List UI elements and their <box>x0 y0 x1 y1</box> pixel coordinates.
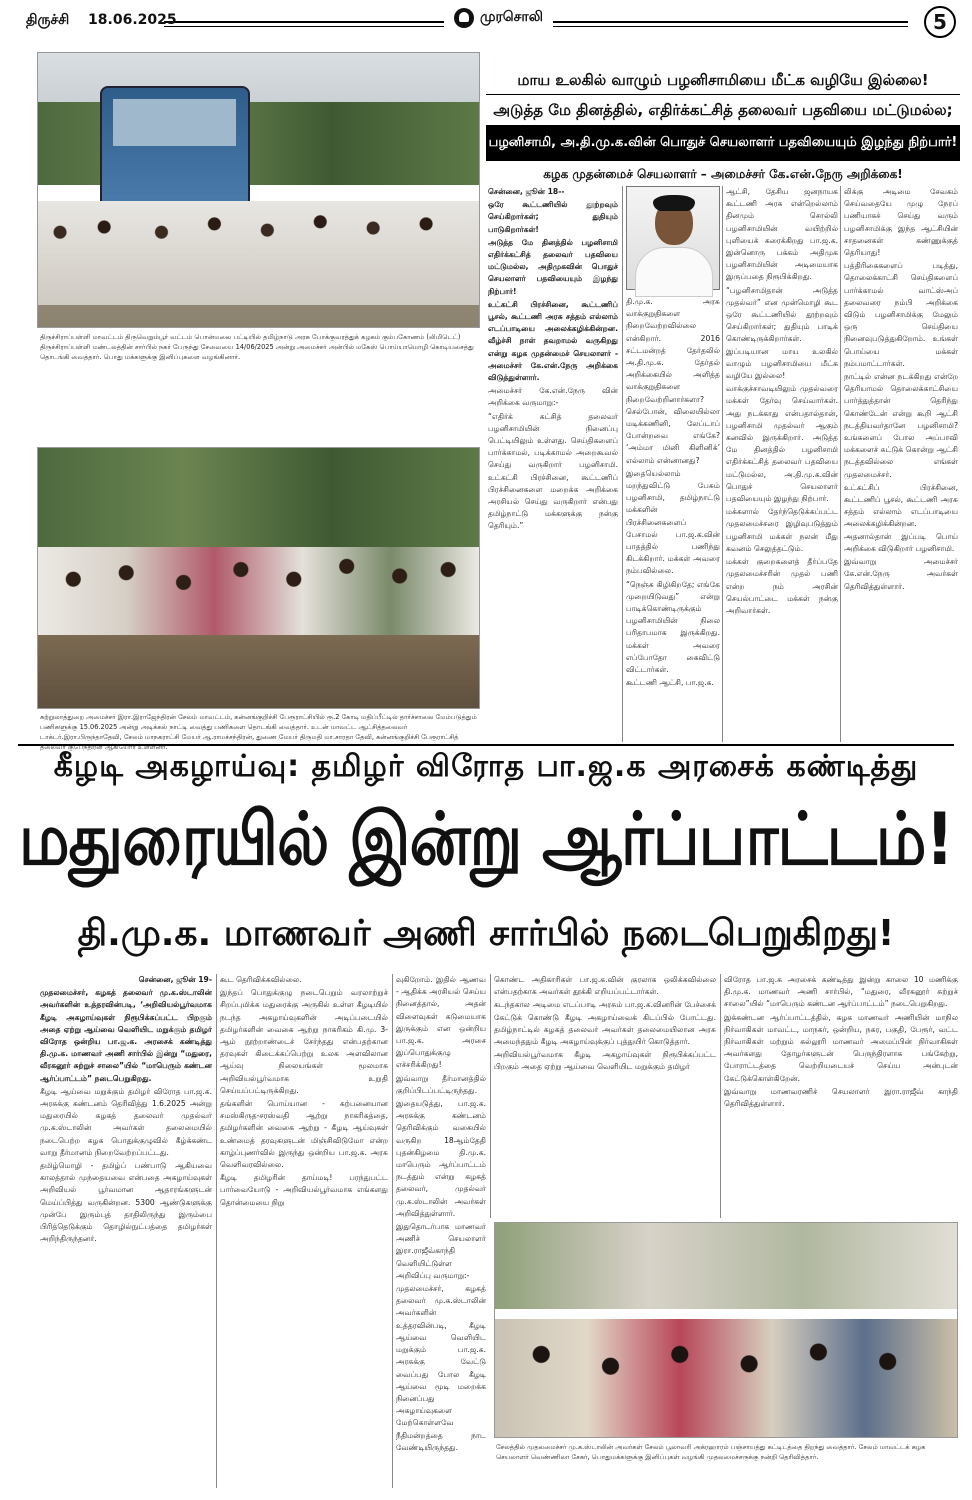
column-rule <box>720 974 721 1218</box>
students-photo <box>494 1222 958 1438</box>
story1-column-2 <box>626 296 720 742</box>
story1-column-4 <box>844 186 958 742</box>
story2-paragraph: கீழடி ஆய்வை மறுக்கும் தமிழர் விரோத பா.ஜ.க. அரசுக்கு கண்டனம் தெரிவித்து 1.6.2025 அன்று மதுரையில் கழகத் தலைவர் முதல்வர் மு.க.ஸ்டாலின் அவர்கள் தலைமையில் நடைபெற்ற கழக பொதுக்குழுவில் கீழ்க்கண்ட வாறு தீர்மானம் நிறைவேற்றப்பட்டது. <box>40 1086 212 1157</box>
story2-paragraph: இதையடுத்து, பா.ஜ.க. அரசுக்கு கண்டனம் தெரிவிக்கும் வகையில் வருகிற 18ஆம்தேதி புதன்கிழமை தி.மு.க. மாபெரும் ஆர்ப்பாட்டம் நடத்தும் என்று கழகத் தலைவர், முதல்வர் மு.க.ஸ்டாலின் அவர்கள் அறிவித்துள்ளார். <box>396 1099 486 1218</box>
issue-date: 18.06.2025 <box>88 12 177 28</box>
story2-kicker: கீழடி அகழாய்வு: தமிழர் விரோத பா.ஜ.க அரசைக் கண்டித்து <box>53 749 919 784</box>
story2-paragraph: இவ்வாறு மாணவரணிச் செயலாளர் இரா.ராஜீவ் காந்தி தெரிவித்துள்ளார். <box>724 1086 958 1109</box>
column-rule <box>392 974 393 1488</box>
story2-column-3 <box>396 974 486 1488</box>
column-rule <box>216 974 217 1488</box>
dateline: சென்னை, ஜூன் 18-- <box>488 187 565 196</box>
masthead-title <box>444 8 553 28</box>
story1-paragraph: லிக்கு அடிமை சேவகம் செய்வதையே முழு நேரப் பணியாகச் செய்து வரும் பழனிசாமிக்கு இந்த ஆட்சியின் சாதனைகள் கண்ணுக்குத் தெரியாது! <box>844 187 958 258</box>
paper-name: முரசொலி <box>480 9 543 25</box>
story2-paragraph: கொண்ட அதிகாரிகள் பா.ஜ.க.வின் குரலாக ஒலிக்கவில்லை என்பதற்காக அவர்கள் தூக்கி எறியப்பட்டார்கள். <box>494 975 716 997</box>
kicker-rule <box>486 94 960 95</box>
story1-paragraph: ஆட்சி, தேசிய ஜனநாயக கூட்டணி அரசு என்றெல்லாம் தினமும் சொல்லி பழனிசாமியின் வயிற்றில் புளியைக் கரைக்கிறது பா.ஜ.க. இன்னொரு பக்கம் அதிமுக பழனிசாமியின் அடிமையாக இருப்பதை நிரூபிக்கிறது. <box>726 187 838 282</box>
story2-paragraph: முதலமைச்சர், கழகத் தலைவர் மு.க.ஸ்டாலின் அவர்களின் உத்தரவின்படி, ‘அறிவியல்பூர்வமாக கீழடி அகழாய்வுகள் நிரூபிக்கப்பட்ட பிறகும் அதை ஏற்று ஆய்வை வெளியிட மறுக்கும் தமிழர் விரோத ஒன்றிய பா.ஜ.க. அரசைக் கண்டித்து தி.மு.க. மாணவர் அணி சார்பில் இன்று “மதுரை, வீரகனூர் சுற்றுச் சாலை”யில் “மாபெரும் கண்டன ஆர்ப்பாட்டம்” நடைபெறுகிறது. <box>40 988 212 1083</box>
road-work-photo <box>37 447 480 709</box>
story1-paragraph: நாட்டில் என்ன நடக்கிறது என்றே தெரியாமல் தொலைக்காட்சியை பார்த்துத்தான் தெரிந்து கொண்டேன் என்று கூறி ஆட்சி நடத்தியவர்தானே பழனிசாமி? உங்களைப் போல அப்பாவி மக்களைச் சுட்டுக் கொன்று ஆட்சி நடத்தவில்லை எங்கள் முதலமைச்சர். <box>844 372 958 479</box>
story1-paragraph: “எதிர்க் கட்சித் தலைவர் பழனிசாமியின் நினைப்பு பெட்டியிலும் உள்ளது. செய்திகளைப் பார்க்காமல், படிக்காமல் அறைகூவல் செய்து வருகிறார் பழனிசாமி. உட்கட்சி பிரச்சினை, கூட்டணிப் பிரச்சினைகளை மறைக்க அறிக்கை அரசியல் செய்து வருகிறார் என்பது தமிழ்நாட்டு மக்களுக்கு நன்கு தெரியும்.” <box>488 411 618 531</box>
story1-paragraph: அடுத்த மே தினத்தில் பழனிசாமி எதிர்க்கட்சித் தலைவர் பதவியை மட்டுமல்ல, அதிமுகவின் பொதுச் செயலாளர் பதவியையும் இழந்து நிற்பார்! <box>488 237 618 296</box>
story2-paragraph: முதலமைச்சர், கழகத் தலைவர் மு.க.ஸ்டாலின் அவர்களின் உத்தரவின்படி, கீழடி ஆய்வை வெளியிட மறுக்கும் பா.ஜ.க. அரசுக்கு வேட்டு வைப்பது போல கீழடி ஆய்வை மூடி மறைக்க நினைப்பது அகழாய்வுகளை மேற்கொள்ளவே நீதிமன்றத்தை நாட வேண்டியிருந்தது. <box>396 1284 486 1452</box>
story1-paragraph: “நெஞ்சு கிழிகிறதே; எங்கே முறையிடுவது” என்று பாடிக்கொண்டிருக்கும் பழனிசாமியின் நிலை பரிதாபமாக இருக்கிறது. மக்கள் அவரை எப்போதோ கைவிட்டு விட்டார்கள். <box>626 579 720 675</box>
story1-paragraph: இதையெல்லாம் மறந்துவிட்டு பேசும் பழனிசாமி, தமிழ்நாட்டு மக்களின் பிரச்சினைகளைப் பேசாமல் பா.ஜ.க.வின் பாதத்தில் பணிந்து கிடக்கிறார். மக்கள் அவரை நம்பவில்லை. <box>626 468 720 576</box>
paper-logo-icon <box>454 8 474 28</box>
story2-column-2 <box>220 974 388 1488</box>
story1-paragraph: ஒரே கூட்டணியில் தூற்றவும் செய்கிறார்கள்; துதியும் பாடுகிறார்கள்! <box>488 200 618 234</box>
column-rule <box>490 974 491 1218</box>
story1-paragraph: கூட்டணி ஆட்சி, பா.ஜ.க. <box>626 678 714 688</box>
story1-paragraph: “பழனிசாமிதான் அடுத்த முதல்வர்” என முன்மொழி கூட ஒரே கூட்டணியில் தூற்றவும் செய்கிறார்கள்; துதியும் பாடிக் கொண்டிருக்கிறார்கள். இப்படியான மாய உலகில் வாழும் பழனிசாமியை மீட்க வழியே இல்லை! <box>726 285 838 381</box>
story1-paragraph: வாக்குச்சாவடியிலும் முதல்வரை மக்கள் தேர்வு செய்வார்கள். அது நடக்காது என்பதால்தான், பழனிசாமி முதல்வர் ஆகும் கனவில் இருக்கிறார். அடுத்த மே தினத்தில் பழனிசாமி எதிர்க்கட்சித் தலைவர் பதவியை மட்டுமல்ல, அ.தி.மு.க.வின் பொதுச் செயலாளர் பதவியையும் இழந்து நிற்பார். <box>726 384 838 504</box>
story2-paragraph: கடந்தகால அடிமை எடப்பாடி அரசும் பா.ஜ.க.வினரின் பேச்சைக் கேட்டுக் கொண்டு கீழடி அகழாய்வைக் கிடப்பில் போட்டது. தமிழ்நாட்டில் கழகத் தலைவர் அவர்கள் தலைமையிலான அரசு அமைந்ததும் கீழடி அகழாய்வுக்குப் புத்துயிர் கொடுத்தார். <box>494 1000 716 1047</box>
road-work-photo-caption: சுற்றுலாத்துறை அமைச்சர் இரா.இராஜேந்திரன் சேலம் மாவட்டம், கன்னங்குறிச்சி பேரூராட்சியில் ரூ.2 கோடி மதிப்பீட்டில் தார்ச்சாலை மேம்படுத்தும் பணிகளுக்கு 15.06.2025 அன்று அடிக்கல் நாட்டி வைத்து பணிகளை தொடங்கி வைத்தார். உடன் மாவட்ட ஆட்சித்தலைவர் டாக்டர்.இரா.பிருந்தாதேவி, சேலம் மாநகராட்சி மேயர் ஆ.ராமச்சந்திரன், துணை மேயர் திருமதி மா.சாரதா தேவி, கன்னங்குறிச்சி பேரூராட்சித் தலைவர் குபேந்திரன் ஆகியோர் உள்ளனர். <box>40 713 477 751</box>
story1-paragraph: இவ்வாறு அமைச்சர் கே.என்.நேரு அவர்கள் தெரிவித்துள்ளார். <box>844 557 958 591</box>
dateline: சென்னை, ஜூன் 19- <box>138 975 212 984</box>
story1-column-3 <box>726 186 838 742</box>
story2-paragraph: கீழடி தமிழரின் தாய்மடி! பரந்துபட்ட பார்வையோடு - அறிவியல்பூர்வமாக எங்களது தொன்மையை நிறு <box>220 1173 388 1207</box>
story2-paragraph: கூட தெரிவிக்கவில்லை. <box>220 975 302 984</box>
story2-paragraph: விரோத பா.ஜ.க அரசைக் கண்டித்து இன்று காலை 10 மணிக்கு தி.மு.க. மாணவர் அணி சார்பில், “மதுரை, வீரகனூர் சுற்றுச் சாலை”யில் “மாபெரும் கண்டன ஆர்ப்பாட்டம்” நடைபெறுகிறது. <box>724 975 958 1009</box>
story1-paragraph: மக்கள் குறைகளைத் தீர்ப்பதே முதலமைச்சரின் முதல் பணி என்ற நம் அரசின் செயல்பாட்டை மக்கள் நன்கு அறிவார்கள். <box>726 557 838 615</box>
story2-headline: மதுரையில் இன்று ஆர்ப்பாட்டம்! <box>18 797 954 882</box>
story2-deck: தி.மு.க. மாணவர் அணி சார்பில் நடைபெறுகிறது! <box>77 913 895 954</box>
story1-column-1 <box>488 186 618 742</box>
story1-kicker: மாய உலகில் வாழும் பழனிசாமியை மீட்க வழியே இல்லை! <box>517 71 929 89</box>
story1-paragraph: மக்களால் தேர்ந்தெடுக்கப்பட்ட முதலமைச்சரை இழிவுபடுத்தும் பழனிசாமி மக்கள் நலன் மீது கவனம் செலுத்தட்டும். <box>726 507 838 553</box>
story2-column-5 <box>724 974 958 1214</box>
story1-paragraph: உட்கட்சிப் பிரச்சினை, கூட்டணிப் பூசல், கூட்டணி அரசு சத்தம் எல்லாம் எடப்பாடியை அலைக்கழிக்கின்றன. அதனால்தான் இப்படி பொய் அறிக்கை விடுகிறார் பழனிசாமி. <box>844 482 958 553</box>
minister-portrait <box>626 186 720 290</box>
story2-paragraph: அறிவியல்பூர்வமாக கீழடி அகழாய்வுகள் நிரூபிக்கப்பட்ட பிறகும் அதை ஏற்று ஆய்வை வெளியிட மறுக்கும் தமிழர் <box>494 1050 716 1072</box>
story1-headline: பழனிசாமி, அ.தி.மு.க.வின் பொதுச் செயலாளர் பதவியையும் இழந்து நிற்பார்! <box>486 125 960 161</box>
story1-paragraph: அமைச்சர் கே.என்.நேரு வின் அறிக்கை வருமாறு:- <box>488 386 618 408</box>
masthead-left <box>26 12 191 30</box>
story2-column-1 <box>40 974 212 1488</box>
story1-paragraph: உட்கட்சி பிரச்சினை, கூட்டணிப் பூசல், கூட்டணி அரசு சத்தம் எல்லாம் எடப்பாடியை அலைக்கழிக்கின்றன. வீழ்ச்சி நாள் தவறாமல் வருகிறது என்று கழக முதன்மைச் செயலாளர் - அமைச்சர் கே.என்.நேரு அறிக்கை விடுத்துள்ளார். <box>488 299 618 383</box>
story2-paragraph: இவ்வாறு தீர்மானத்தில் குறிப்பிடப்பட்டிருந்தது. <box>396 1073 486 1095</box>
story1-byline: கழக முதன்மைச் செயலாளர் – அமைச்சர் கே.என்.நேரு அறிக்கை! <box>543 167 903 181</box>
story2-paragraph: இதுதொடர்பாக மாணவர் அணிச் செயலாளர் இரா.ராஜீவ்காந்தி வெளியிட்டுள்ள அறிவிப்பு வருமாறு:- <box>396 1222 486 1280</box>
story1-paragraph: பத்திரிகைகளைப் படித்து, தொலைக்காட்சி செய்திகளைப் பார்க்காமல் வாட்ஸ்அப் தலைவரை நம்பி அறிக்கை விடும் பழனிசாமிக்கு மேலும் ஒரு செய்தியை நினைவுபடுத்துகிறோம். உங்கள் பொய்யை மக்கள் நம்பமாட்டார்கள். <box>844 261 958 368</box>
city-label: திருச்சி <box>26 12 70 28</box>
story1-deck: அடுத்த மே தினத்தில், எதிர்க்கட்சித் தலைவர் பதவியை மட்டுமல்ல; <box>493 101 953 119</box>
bus-photo-caption: திருச்சிராப்பள்ளி மாவட்டம் திருவெறும்பூர் வட்டம் பொன்மலை பட்டியில் தமிழ்நாடு அரசு போக்குவரத்துக் கழகம் கும்பகோணம் (லிமிடெட்) திருச்சிராப்பள்ளி மண்டலத்தின் சார்பில் நகர் பேருந்து சேவையை 14/06/2025 அன்று அமைச்சர் அன்பில் மகேஸ் பொய்யாமொழி கொடியசைத்து தொடங்கி வைத்தார். பொது மக்களுக்கு இனிப்புகளை வழங்கினார். <box>40 333 474 361</box>
story2-column-4 <box>494 974 716 1214</box>
students-photo-caption: சேலத்தில் முதலமைச்சர் மு.க.ஸ்டாலின் அவர்கள் சேலம் பூலாவரி அக்ரஹாரம் பஞ்சாயத்து கட்டிடத்தை திறந்து வைத்தார். சேலம் மாவட்டக் கழக செயலாளர் வெண்ணிலா சேகர், பொதுமக்களுக்கு இனிப்புகள் வழங்கி முதலமைச்சருக்கு நன்றி தெரிவித்தார். <box>496 1443 926 1461</box>
column-rule <box>840 186 841 742</box>
story2-paragraph: தங்களின் பொய்யான - கற்பனையான சமஸ்கிருத-சரஸ்வதி ஆற்று நாகரிகத்தை, தமிழர்களின் வைகை ஆற்று - கீழடி ஆய்வுகள் உண்மைத் தரவுகளுடன் மிஞ்சிவிடுமோ என்ற காழ்ப்புணர்வில் இருந்து ஒன்றிய பா.ஜ.க. அரசு வெளிவரவில்லை. <box>220 1099 388 1170</box>
story2-paragraph: வுகிறோம். இதில் ஆணவ - ஆதிக்க அரசியல் செய்ய நினைத்தால், அதன் விளைவுகள் கடுமையாக இருக்கும் என ஒன்றிய பா.ஜ.க. அரசை இப்பொதுக்குழு எச்சரிக்கிறது! <box>396 975 486 1070</box>
bus-inauguration-photo <box>37 52 480 328</box>
column-rule <box>622 186 623 742</box>
story1-paragraph: தி.மு.க. அரசு வாக்குறுதிகளை நிறைவேற்றவில்லை என்கிறார். 2016 சட்டமன்றத் தேர்தலில் அ.தி.மு.க. தேர்தல் அறிக்கையில் அளித்த வாக்குறுதிகளை நிறைவேற்றினார்களா? செல்போன், விலையில்லா மடிக்கணினி, லேப்டாப் போன்றவை எங்கே? ‘அம்மா மினி கிளினிக்’ எல்லாம் என்னானது? <box>626 297 720 465</box>
story2-paragraph: தமிழ்மொழி - தமிழ்ப் பண்பாடு ஆகியவை காலத்தால் முந்தையவை என்பதை அகழாய்வுகள் அறிவியல் பூர்வமான ஆதாரங்களுடன் மெய்ப்பித்து வருகின்றன. 5300 ஆண்டுகளுக்கு முன்பே இரும்புத் தாதிலிருந்து இரும்பை பிரித்தெடுக்கும் தொழில்நுட்பத்தை தமிழர்கள் அறிந்திருந்தனர். <box>40 1161 212 1244</box>
masthead <box>14 4 958 42</box>
column-rule <box>722 186 723 742</box>
page-number: 5 <box>924 6 956 38</box>
story2-paragraph: இக்கண்டன ஆர்ப்பாட்டத்தில், கழக மாணவர் அணியின் மாநில நிர்வாகிகள் மாவட்ட, மாநகர், ஒன்றிய, நகர, பகுதி, பேரூர், வட்ட நிர்வாகிகள் மற்றும் கல்லூரி மாணவர் அமைப்பின் நிர்வாகிகள் அவர்களது தோழர்களுடன் பெருந்திரளாக பங்கேற்று, போராட்டத்தை வெற்றியடையச் செய்ய அன்புடன் கேட்டுக்கொள்கிறேன். <box>724 1012 958 1083</box>
story2-paragraph: இந்தப் பொதுக்குழு நடைபெறும் வரலாற்றுச் சிறப்புமிக்க மதுரைக்கு அருகில் உள்ள கீழடியில் நடந்த அகழாய்வுகளின் அடிப்படையில் தமிழர்களின் வைகை ஆற்று நாகரிகம் கி.மு. 3-ஆம் நூற்றாண்டைச் சேர்ந்தது என்பதற்கான தரவுகள் கிடைக்கப்பெற்று உலக அளவிலான ஆய்வு நிலையங்கள் மூலமாக அறிவியல்பூர்வமாக உறுதி செய்யப்பட்டிருக்கிறது. <box>220 988 388 1095</box>
